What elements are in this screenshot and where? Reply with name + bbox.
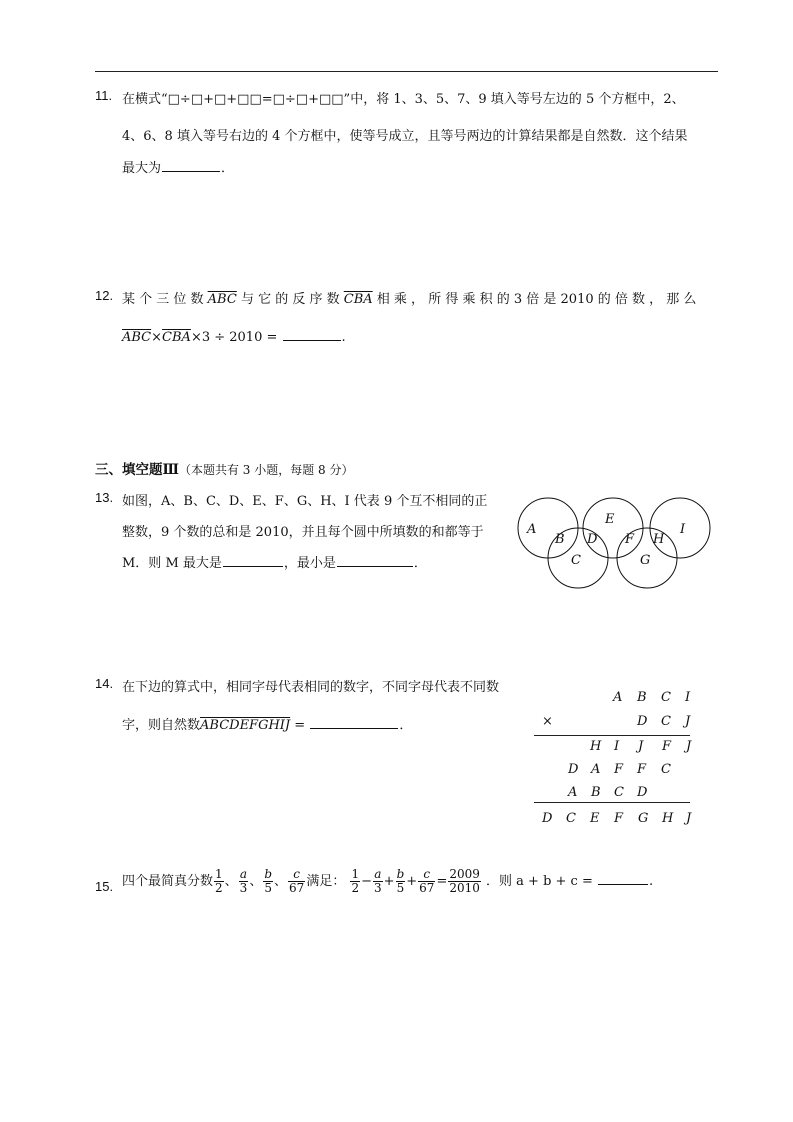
q13-line1: 如图，A、B、C、D、E、F、G、H、I 代表 9 个互不相同的正 (122, 494, 488, 509)
mult-r1-c1: D (637, 714, 648, 729)
mult-r2-c3: F (662, 739, 672, 754)
q12-expr-abc: $\overline{ABC}$ (122, 330, 152, 345)
mult-r5-c3: F (614, 811, 624, 826)
q15-end: . (649, 874, 654, 889)
mult-r2-c0: H (590, 739, 602, 754)
q12-expr-cba: $\overline{CBA}$ (162, 330, 191, 345)
mult-r0-c1: B (637, 690, 647, 705)
q15-eq-frac-3: $\frac{b}{5}$ (396, 867, 405, 895)
q13-line2: 整数，9 个数的总和是 2010，并且每个圆中所填数的和都等于 (122, 525, 484, 540)
q13-line3-a: M．则 M 最大是 (122, 556, 222, 571)
q12-line1 (122, 288, 696, 307)
q12-expr-tail: ×3 ÷ 2010 = (190, 330, 278, 345)
q14-number: 14. (95, 676, 114, 691)
mult-rule-1 (534, 735, 690, 736)
q13-number: 13. (95, 490, 114, 505)
q14-line1: 在下边的算式中，相同字母代表相同的数字，不同字母代表不同数 (122, 680, 500, 695)
mult-r5-c5: H (662, 811, 674, 826)
mult-r4-c2: C (614, 785, 624, 800)
q15-eq-frac-2: $\frac{a}{3}$ (374, 867, 382, 895)
q12-cba-overline: $\overline{CBA}$ (343, 292, 373, 307)
mult-r3-c1: A (591, 762, 601, 777)
q12-line2-suffix: . (341, 330, 346, 345)
label-f: F (625, 532, 635, 547)
q12-text-b: 与 它 的 反 序 数 (240, 292, 340, 307)
q13-min-blank[interactable] (337, 556, 413, 567)
q15-satisfy: 满足： (306, 874, 346, 889)
mult-r3-c4: C (661, 762, 671, 777)
q11-line3 (122, 157, 234, 176)
q14-answer-blank[interactable] (310, 718, 398, 729)
mult-r1-c3: J (685, 714, 691, 729)
label-a: A (527, 522, 537, 537)
mult-r0-c0: A (613, 690, 623, 705)
q15-equals: = (436, 874, 448, 889)
mult-rule-2 (534, 802, 690, 803)
q13-max-blank[interactable] (223, 556, 283, 567)
q15-frac-3: $\frac{b}{5}$ (264, 867, 273, 895)
q14-overline-number: ABCDEFGHIJ (200, 718, 291, 733)
top-rule (95, 71, 718, 72)
section3-heading (95, 458, 353, 478)
q11-line1: 在横式“□÷□+□+□□=□÷□+□□”中，将 1、3、5、7、9 填入等号左边的 5 个方框中，2、 (122, 92, 685, 107)
label-b: B (555, 532, 565, 547)
circle-3 (583, 498, 643, 558)
label-d: D (587, 532, 598, 547)
q15-sep-1: 、 (224, 874, 238, 889)
mult-r1-c2: C (661, 714, 671, 729)
q15-number: 15. (95, 879, 114, 894)
mult-r5-c1: C (566, 811, 576, 826)
q13-line3-c: ． (413, 556, 427, 571)
q14-line2-b: = (294, 718, 306, 733)
q15-plus-1: + (383, 874, 395, 889)
q15-sep-2: 、 (249, 874, 263, 889)
q12-line2 (122, 330, 346, 345)
mult-r0-c3: I (685, 690, 691, 705)
mult-r5-c2: E (590, 811, 600, 826)
mult-r2-c4: J (686, 739, 692, 754)
q11-line3-suffix: ． (221, 161, 235, 176)
section3-note: （本题共有 3 小题，每题 8 分） (178, 463, 354, 477)
label-h: H (653, 532, 665, 547)
q11-line2: 4、6、8 填入等号右边的 4 个方框中，使等号成立，且等号两边的计算结果都是自然数．这个结果 (122, 129, 688, 144)
mult-r2-c2: J (638, 739, 644, 754)
q15-intro: 四个最简真分数 (122, 874, 214, 889)
label-g: G (640, 553, 651, 568)
q15-eq-frac-1: $\frac{1}{2}$ (351, 867, 360, 895)
mult-r5-c0: D (542, 811, 553, 826)
q13-line3 (122, 552, 427, 571)
q11-answer-blank[interactable] (162, 161, 220, 172)
mult-r3-c0: D (568, 762, 579, 777)
mult-times-sign: × (542, 714, 553, 729)
mult-r5-c6: J (686, 811, 692, 826)
q14-multiplication (530, 690, 690, 830)
q15-tail: ．则 a + b + c = (486, 874, 593, 889)
mult-r4-c0: A (568, 785, 578, 800)
mult-r3-c3: F (637, 762, 647, 777)
q13-line3-b: ，最小是 (283, 556, 336, 571)
mult-r2-c1: I (614, 739, 620, 754)
mult-r0-c2: C (661, 690, 671, 705)
q12-answer-blank[interactable] (283, 330, 341, 341)
q15-sep-3: 、 (274, 874, 288, 889)
q11-line3-prefix: 最大为 (122, 161, 162, 176)
label-i: I (680, 522, 686, 537)
q12-expr-times: × (151, 330, 163, 345)
q15-frac-2: $\frac{a}{3}$ (239, 867, 248, 895)
q12-text-c: 相 乘 ， 所 得 乘 积 的 3 倍 是 2010 的 倍 数 ， 那 么 (376, 292, 697, 307)
q15-plus-2: + (406, 874, 418, 889)
mult-r4-c1: B (591, 785, 601, 800)
label-e: E (605, 512, 615, 527)
q15-answer-blank[interactable] (598, 874, 648, 885)
mult-r3-c2: F (614, 762, 624, 777)
q11-number: 11. (95, 88, 113, 103)
mult-r4-c3: D (637, 785, 648, 800)
q12-abc-overline: $\overline{ABC}$ (207, 292, 237, 307)
q15-frac-1: $\frac{1}{2}$ (215, 867, 223, 895)
q15-line (122, 868, 653, 895)
q15-rhs-frac: $\frac{2009}{2010}$ (449, 867, 480, 895)
q13-circles-diagram (505, 488, 720, 588)
label-c: C (571, 553, 581, 568)
q15-frac-4: $\frac{c}{67}$ (289, 867, 305, 895)
q15-minus: − (361, 874, 373, 889)
q14-line2-c: ． (399, 718, 413, 733)
q12-text-a: 某 个 三 位 数 (122, 292, 204, 307)
q12-number: 12. (95, 288, 114, 303)
q14-line2-a: 字，则自然数 (122, 718, 201, 733)
section3-title: 三、填空题Ⅲ (95, 462, 179, 478)
q14-line2 (122, 714, 412, 733)
q15-eq-frac-4: $\frac{c}{67}$ (419, 867, 435, 895)
mult-r5-c4: G (638, 811, 649, 826)
